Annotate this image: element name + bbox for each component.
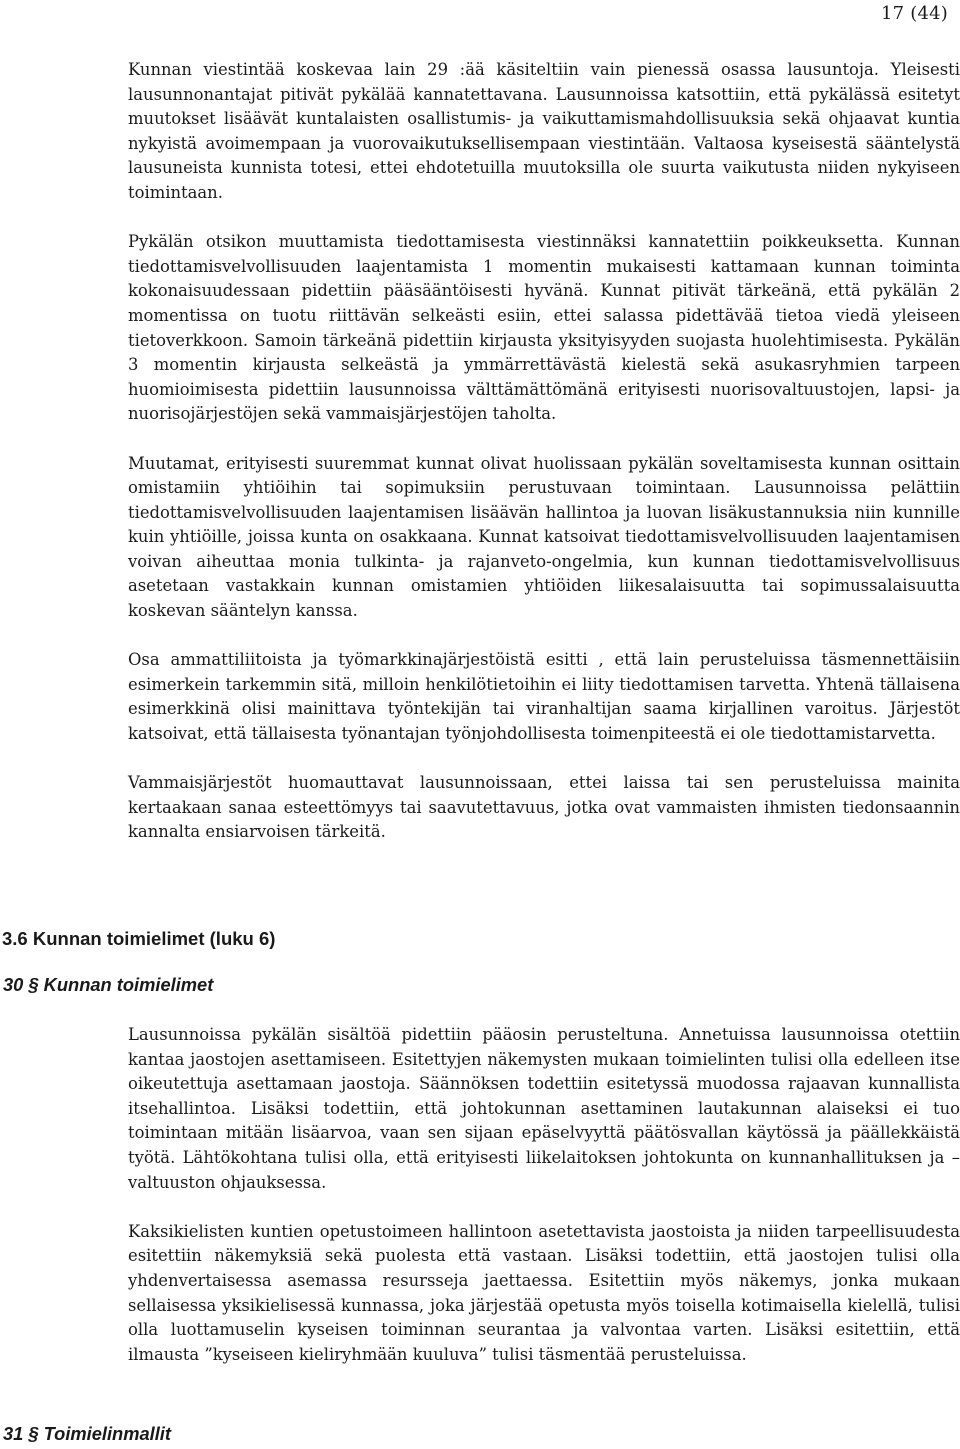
section-29-text [128, 58, 960, 845]
paragraph: Vammaisjärjestöt huomauttavat lausunnoissaan, ettei laissa tai sen perusteluissa mainita kertaakaan sanaa esteettömyys tai saavutettavuus, jotka ovat vammaisten ihmisten tiedonsaannin kannalta ensiarvoisen tärkeitä. [128, 773, 960, 842]
section-30-text [128, 1023, 960, 1367]
paragraph: Muutamat, erityisesti suuremmat kunnat olivat huolissaan pykälän soveltamisesta kunnan osittain omistamiin yhtiöihin tai sopimuksiin perustuvaan toimintaan. Lausunnoissa pelättiin tiedottamisvelvollisuuden laajentamisen lisäävän hallintoa ja luovan lisäkustannuksia niin kunnille kuin yhtiöille, joissa kunta on osakkaana. Kunnat katsoivat tiedottamisvelvollisuuden laajentamisen voivan aiheuttaa monia tulkinta- ja rajanveto-ongelmia, kun kunnan tiedottamisvelvollisuus asetetaan vastakkain kunnan omistamien yhtiöiden liikesalaisuutta tai sopimussalaisuutta koskevan sääntelyn kanssa. [128, 453, 960, 621]
paragraph: Lausunnoissa pykälän sisältöä pidettiin pääosin perusteltuna. Annetuissa lausunnoissa otettiin kantaa jaostojen asettamiseen. Esitettyjen näkemysten mukaan toimielinten tulisi olla edelleen itse oikeutettuja asettamaan jaostoja. Säännöksen todettiin esitetyssä muodossa rajaavan kunnallista itsehallintoa. Lisäksi todettiin, että johtokunnan asettaminen lautakunnan alaiseksi ei tuo toimintaan mitään lisäarvoa, vaan sen sijaan epäselvyyttä päätösvallan käytössä ja päällekkäistä työtä. Lähtökohtana tulisi olla, että erityisesti liikelaitoksen johtokunta on kunnanhallituksen ja –valtuuston ohjauksessa. [128, 1025, 960, 1192]
subsection-heading: 31 § Toimielinmallit [3, 1423, 171, 1444]
paragraph: Kaksikielisten kuntien opetustoimeen hallintoon asetettavista jaostoista ja niiden tarpeellisuudesta esitettiin näkemyksiä sekä puolesta että vastaan. Lisäksi todettiin, että jaostojen tulisi olla yhdenvertaisessa asemassa resursseja jaettaessa. Esitettiin myös näkemys, jonka mukaan sellaisessa yksikielisessä kunnassa, joka järjestää opetusta myös toisella kotimaisella kielellä, tulisi olla luottamuselin kyseisen toiminnan seurantaa ja valvontaa varten. Lisäksi esitettiin, että ilmausta ”kyseiseen kieliryhmään kuuluva” tulisi täsmentää perusteluissa. [128, 1221, 960, 1364]
page-number: 17 (44) [881, 3, 948, 24]
paragraph: Osa ammattiliitoista ja työmarkkinajärjestöistä esitti , että lain perusteluissa täsmennettäisiin esimerkein tarkemmin sitä, milloin henkilötietoihin ei liity tiedottamisen tarvetta. Yhtenä tällaisena esimerkkinä olisi mainittava työntekijän tai viranhaltijan saama kirjallinen varoitus. Järjestöt katsoivat, että tällaisesta työnantajan työnjohdollisesta toimenpiteestä ei ole tiedottamistarvetta. [128, 650, 960, 744]
section-heading: 3.6 Kunnan toimielimet (luku 6) [2, 928, 276, 949]
subsection-heading: 30 § Kunnan toimielimet [3, 974, 214, 995]
paragraph: Kunnan viestintää koskevaa lain 29 :ää käsiteltiin vain pienessä osassa lausuntoja. Yleisesti lausunnonantajat pitivät pykälää kannatettavana. Lausunnoissa katsottiin, että pykälässä esitetyt muutokset lisäävät kuntalaisten osallistumis- ja vaikuttamismahdollisuuksia sekä ohjaavat kuntia nykyistä avoimempaan ja vuorovaikutuksellisempaan viestintään. Valtaosa kyseisestä sääntelystä lausuneista kunnista totesi, ettei ehdotetuilla muutoksilla ole suurta vaikutusta niiden nykyiseen toimintaan. [128, 60, 960, 202]
paragraph: Pykälän otsikon muuttamista tiedottamisesta viestinnäksi kannatettiin poikkeuksetta. Kunnan tiedottamisvelvollisuuden laajentamista 1 momentin mukaisesti kattamaan kunnan toiminta kokonaisuudessaan pidettiin pääsääntöisesti hyvänä. Kunnat pitivät tärkeänä, että pykälän 2 momentissa on tuotu riittävän selkeästi esiin, ettei salassa pidettävää tietoa viedä yleiseen tietoverkkoon. Samoin tärkeänä pidettiin kirjausta yksityisyyden suojasta huolehtimisesta. Pykälän 3 momentin kirjausta selkeästä ja ymmärrettävästä kielestä sekä asukasryhmien tarpeen huomioimisesta pidettiin lausunnoissa välttämättömänä erityisesti nuorisovaltuustojen, lapsi- ja nuorisojärjestöjen sekä vammaisjärjestöjen taholta. [128, 232, 960, 424]
